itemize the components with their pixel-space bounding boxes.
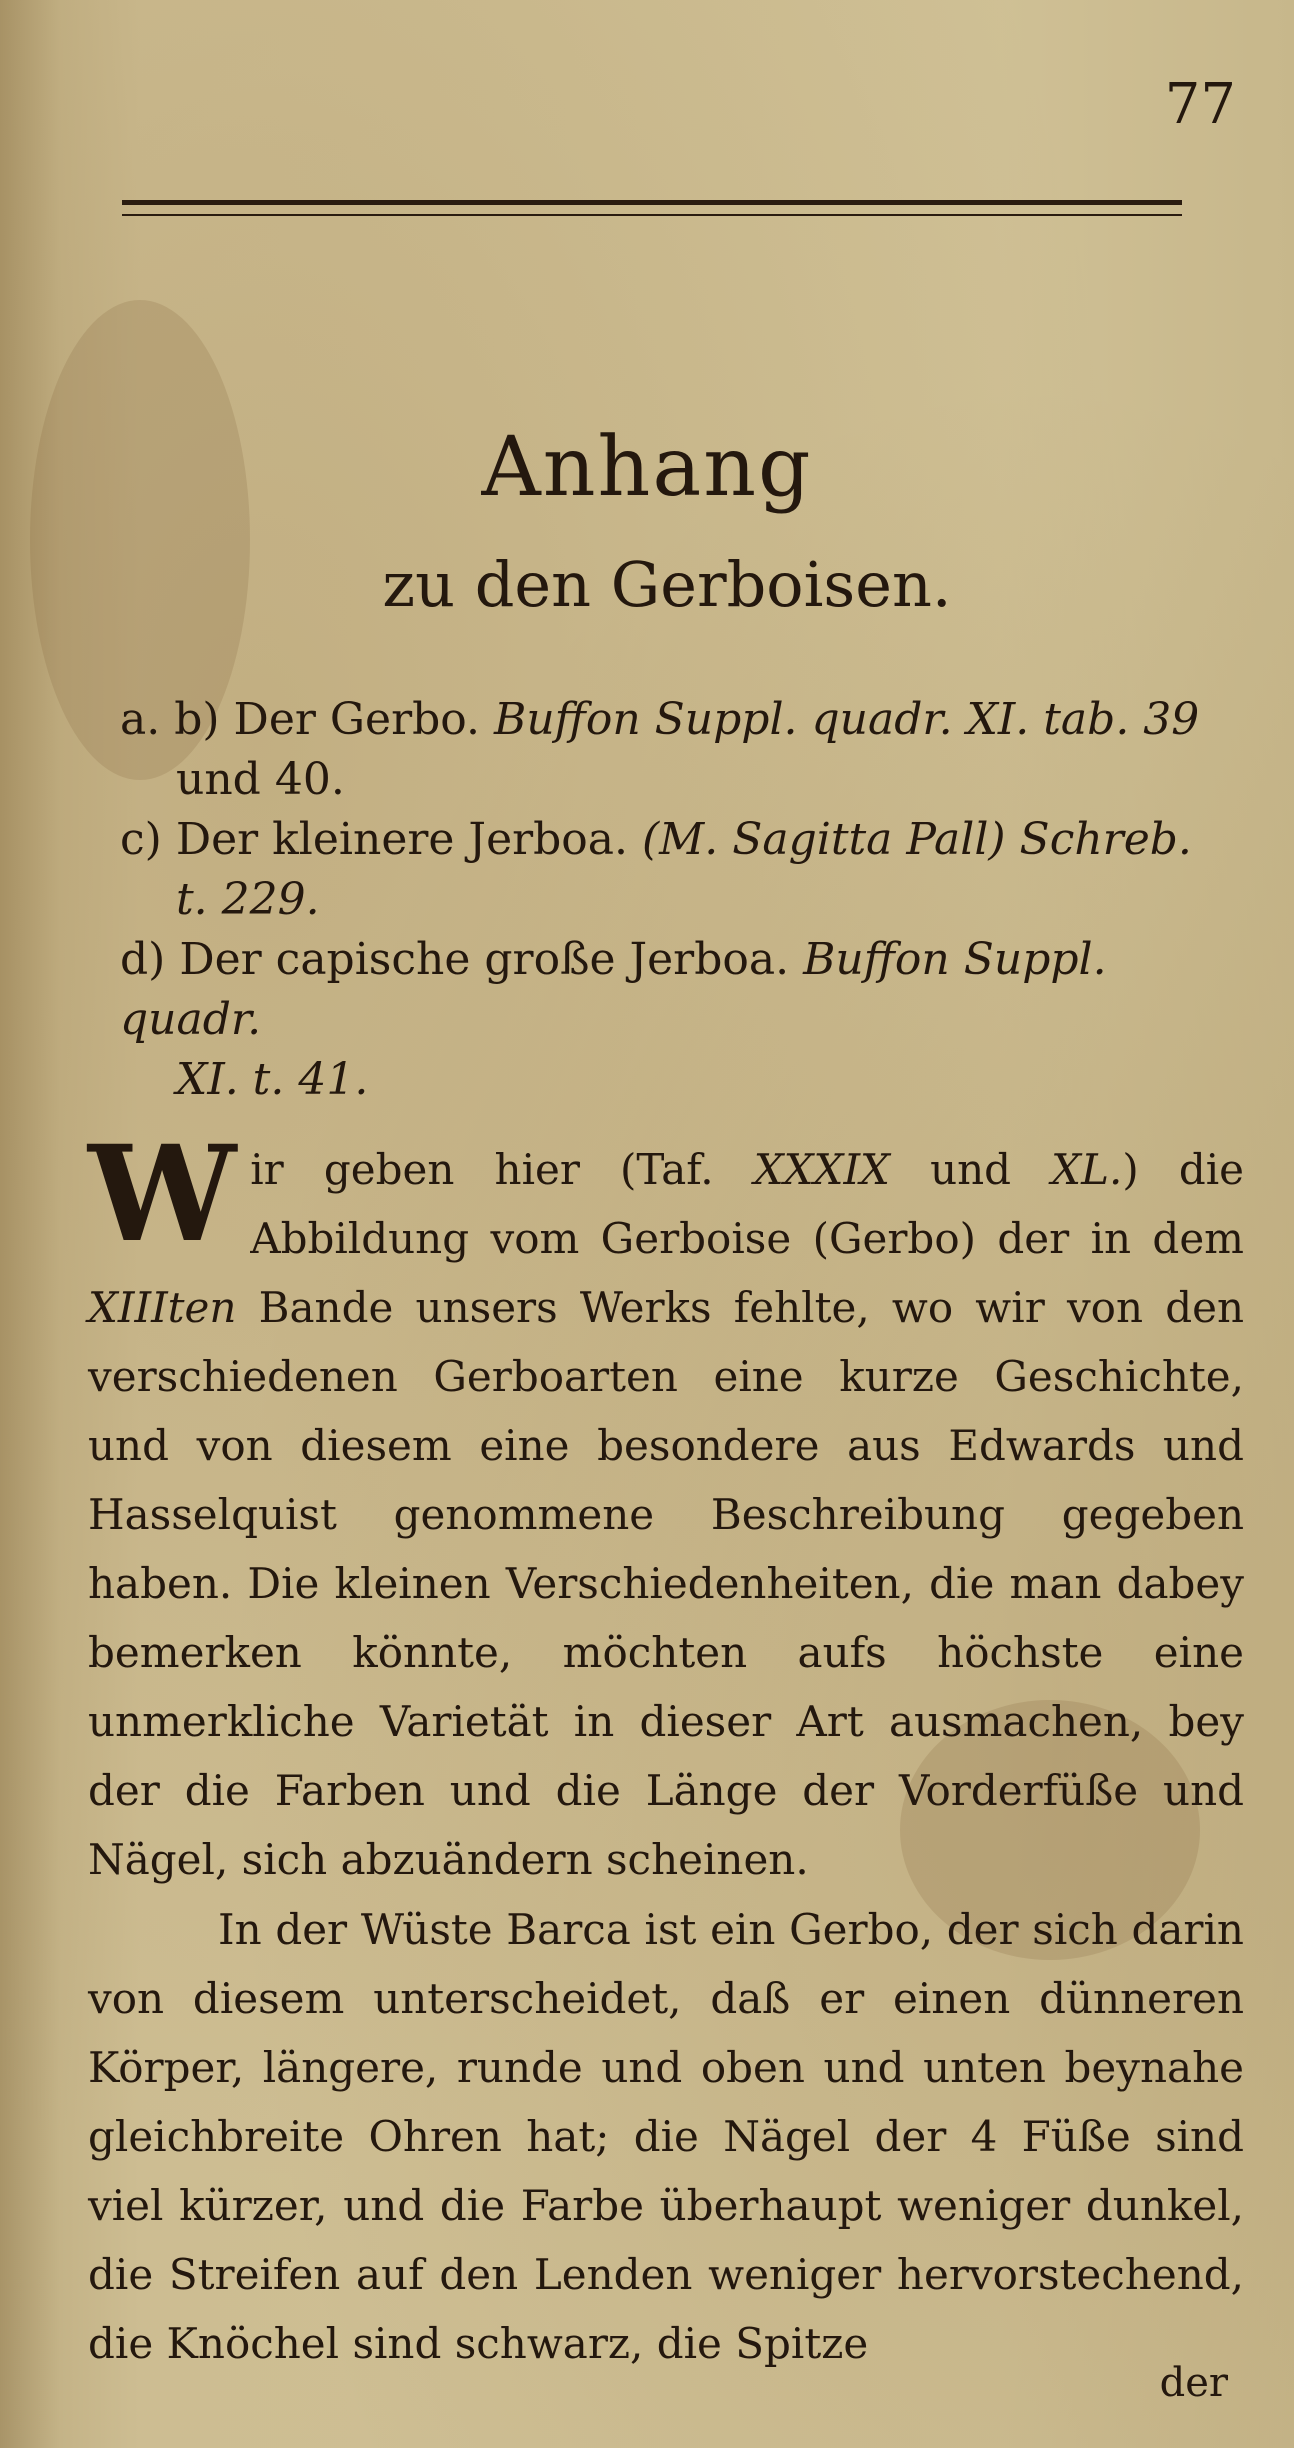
- paragraph-text: ir geben hier (Taf.: [250, 1145, 754, 1194]
- reference-item: [120, 930, 1240, 1110]
- header-rule: [122, 200, 1182, 205]
- reference-item: [120, 690, 1240, 810]
- reference-cont: t. 229.: [176, 874, 320, 925]
- header-rule-thin: [122, 214, 1182, 216]
- page-number: 77: [1164, 72, 1236, 137]
- body-paragraph-2: In der Wüste Barca ist ein Gerbo, der sich darin von diesem unterscheidet, daß er einen dünneren Körper, längere, runde und oben und unten beynahe gleichbreite Ohren hat; die Nägel der 4 Füße sind viel kürzer, und die Farbe überhaupt weniger dunkel, die Streifen auf den Lenden weniger hervorstechend, die Knöchel sind schwarz, die Spitze: [88, 1905, 1244, 2368]
- paragraph-text: und: [889, 1145, 1052, 1194]
- catchword: der: [1159, 2360, 1228, 2406]
- drop-cap: W: [88, 1117, 237, 1272]
- reference-label: a. b): [120, 694, 220, 745]
- reference-source: Buffon Suppl. quadr.: [120, 934, 1107, 1045]
- reference-text: Der capische große Jerboa.: [179, 934, 790, 985]
- page-title: Anhang: [481, 420, 813, 515]
- reference-label: c): [120, 814, 162, 865]
- plate-number: XL.: [1051, 1145, 1123, 1194]
- reference-text: Der kleinere Jerboa.: [175, 814, 629, 865]
- reference-item: [120, 810, 1240, 930]
- reference-cont: XI. t. 41.: [176, 1054, 369, 1105]
- reference-label: d): [120, 934, 166, 985]
- plate-number: XXXIX: [753, 1145, 890, 1194]
- reference-source: Buffon Suppl. quadr. XI. tab. 39: [493, 694, 1200, 745]
- reference-source: (M. Sagitta Pall) Schreb.: [642, 814, 1192, 865]
- paragraph-text: ) die Abbildung vom Gerboise (Gerbo) der in dem: [250, 1145, 1245, 1263]
- page-subtitle: zu den Gerboisen.: [382, 548, 952, 621]
- reference-list: [120, 690, 1240, 1110]
- reference-text: Der Gerbo.: [233, 694, 480, 745]
- reference-cont: und 40.: [176, 754, 345, 805]
- body-paragraph-1: [88, 1117, 1245, 1894]
- paragraph-text: Bande unsers Werks fehlte, wo wir von den verschiedenen Gerboarten eine kurze Geschichte, und von diesem eine besondere aus Edwards und Hasselquist genommene Beschreibung gegeben haben. Die kleinen Verschiedenheiten, die man dabey bemerken könnte, möchten aufs höchste eine unmerkliche Varietät in dieser Art ausmachen, bey der die Farben und die Länge der Vorderfüße und Nägel, sich abzuändern scheinen.: [88, 1283, 1244, 1884]
- volume-number: XIIIten: [88, 1283, 237, 1332]
